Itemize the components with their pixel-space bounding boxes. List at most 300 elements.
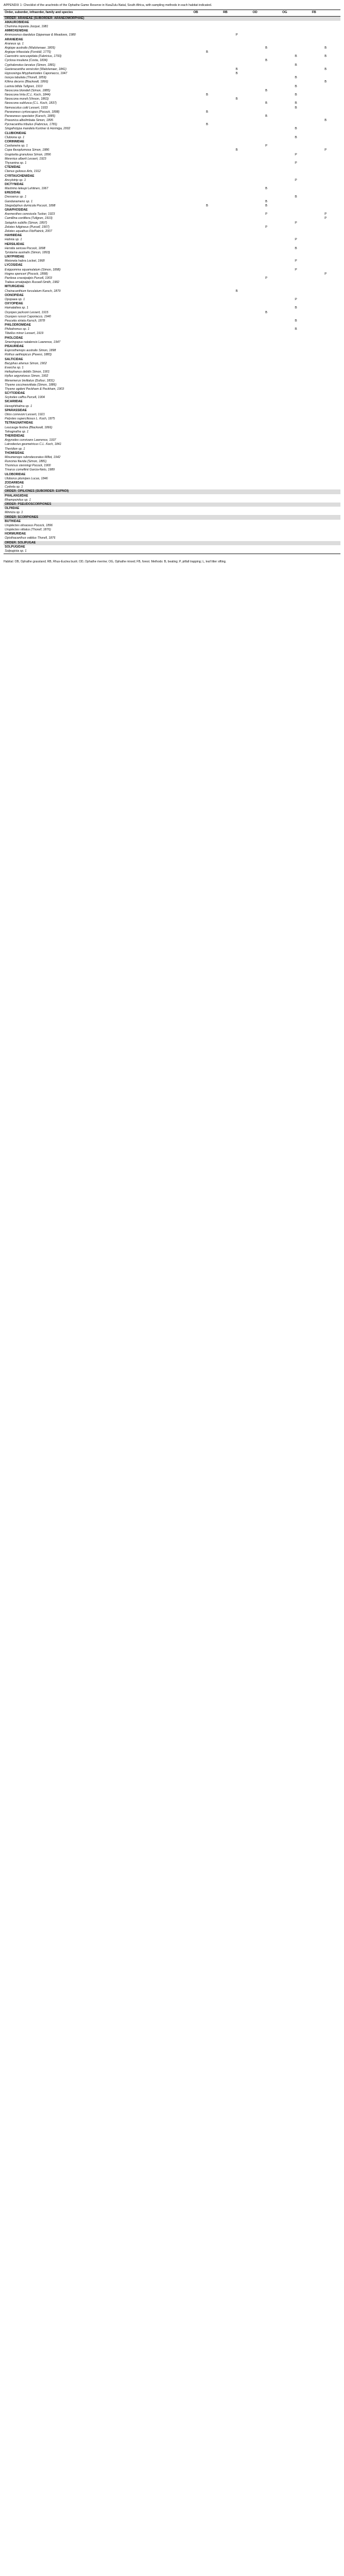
species-name: Isoxya tabulata (Thorell, 1859) <box>5 76 47 80</box>
family-name: LYCOSIDAE <box>5 263 23 268</box>
method-cell <box>311 59 340 63</box>
table-rule <box>4 554 340 559</box>
method-cell <box>251 426 281 430</box>
family-name: THERIDIIDAE <box>5 434 25 438</box>
species-name: Zelotes fuligineus (Purcell, 1907) <box>5 225 50 229</box>
method-cell: B <box>265 203 267 208</box>
method-cell <box>251 238 281 242</box>
species-name: Palystes superciliosus L. Koch, 1875 <box>5 417 55 421</box>
species-row <box>4 362 340 366</box>
method-cell <box>311 123 340 127</box>
method-cell <box>251 379 281 383</box>
method-cell <box>251 417 281 421</box>
family-row <box>4 345 340 349</box>
method-cell <box>192 85 222 89</box>
method-cell <box>311 157 340 161</box>
species-name: Gasteracantha versicolor (Walckenaer, 1841) <box>5 67 66 71</box>
method-cell <box>251 438 281 443</box>
family-row <box>4 473 340 477</box>
method-cell <box>281 362 311 366</box>
document-page <box>0 0 344 564</box>
species-name: Minniza sp. 1 <box>5 511 23 515</box>
header-ob: OB <box>192 9 222 16</box>
species-row <box>4 72 340 76</box>
method-cell <box>192 212 222 217</box>
method-cell <box>251 370 281 374</box>
method-cell <box>222 212 251 217</box>
method-cell <box>311 247 340 251</box>
method-cell <box>192 72 222 76</box>
species-name: Opisthacanthus validus Thorell, 1876 <box>5 536 56 540</box>
method-cell <box>251 383 281 387</box>
method-cell <box>281 447 311 451</box>
method-cell: B <box>265 46 267 50</box>
method-cell <box>222 396 251 400</box>
method-cell: P <box>265 276 267 281</box>
method-cell <box>222 123 251 127</box>
species-name: Argyrodes convivans Lawrence, 1937 <box>5 438 56 443</box>
method-cell <box>192 119 222 123</box>
family-name: AMAUROBIIDAE <box>5 20 29 24</box>
family-row <box>4 242 340 246</box>
method-cell <box>311 85 340 89</box>
method-cell <box>192 148 222 152</box>
method-cell <box>222 341 251 345</box>
species-name: Meioneta habra Locket, 1968 <box>5 259 45 263</box>
family-name: LINYPHIIDAE <box>5 255 24 259</box>
species-name: Opopaea sp. 1 <box>5 297 26 301</box>
method-cell <box>192 468 222 472</box>
family-name: HAHNIIDAE <box>5 234 22 238</box>
method-cell <box>311 33 340 37</box>
method-cell <box>251 259 281 263</box>
method-cell <box>311 362 340 366</box>
species-row <box>4 396 340 400</box>
method-cell: B <box>265 101 267 106</box>
method-cell <box>251 281 281 285</box>
method-cell <box>192 217 222 221</box>
family-row <box>4 358 340 362</box>
method-cell <box>311 460 340 464</box>
method-cell <box>251 468 281 472</box>
family-name: SICARIIDAE <box>5 400 23 404</box>
method-cell <box>192 379 222 383</box>
family-name: BUTHIDAE <box>5 519 21 523</box>
species-name: Pardosa crassipalpis Purcell, 1903 <box>5 276 52 281</box>
method-cell: B <box>295 246 297 250</box>
species-row <box>4 187 340 191</box>
method-cell <box>192 370 222 374</box>
method-cell <box>222 119 251 123</box>
method-cell <box>192 290 222 294</box>
method-cell: P <box>324 212 327 217</box>
species-row <box>4 106 340 110</box>
method-cell <box>281 438 311 443</box>
method-cell <box>311 306 340 310</box>
family-name: HORMURIDAE <box>5 532 26 536</box>
method-cell <box>251 349 281 353</box>
species-name: Leucauge festiva (Blackwall, 1866) <box>5 425 53 430</box>
method-cell <box>311 153 340 157</box>
method-cell <box>311 144 340 148</box>
method-cell <box>311 238 340 242</box>
method-cell <box>251 230 281 234</box>
method-cell <box>311 276 340 281</box>
species-name: Mashimo leleupi Lehtinen, 1967 <box>5 187 49 191</box>
family-row <box>4 481 340 485</box>
species-row <box>4 426 340 430</box>
species-name: Trabea ornatipalpis Russell-Smith, 1982 <box>5 281 59 285</box>
species-name: Neoscona moreli (Vinson, 1863) <box>5 97 49 101</box>
method-cell <box>251 42 281 46</box>
method-cell: B <box>295 195 297 199</box>
method-cell: B <box>235 148 238 152</box>
family-row <box>4 132 340 136</box>
method-cell <box>281 230 311 234</box>
species-row <box>4 247 340 251</box>
method-cell <box>192 528 222 532</box>
method-cell <box>222 327 251 332</box>
method-cell <box>222 430 251 434</box>
method-cell <box>192 106 222 110</box>
species-name: Menemerus bivittatus (Dufour, 1831) <box>5 379 55 383</box>
family-row <box>4 323 340 327</box>
family-name: MITURGIDAE <box>5 285 24 289</box>
method-cell <box>281 370 311 374</box>
method-cell <box>251 549 281 554</box>
method-cell <box>222 298 251 302</box>
method-cell <box>192 315 222 319</box>
species-name: Hexophthalma sp. 1 <box>5 404 33 408</box>
method-cell <box>222 443 251 447</box>
method-cell <box>222 306 251 310</box>
method-cell: B <box>206 93 208 97</box>
method-cell <box>192 498 222 503</box>
family-row <box>4 494 340 498</box>
method-cell <box>192 405 222 409</box>
method-cell <box>222 63 251 68</box>
method-cell: P <box>295 238 297 242</box>
species-name: Smeringopus natalensis Lawrence, 1947 <box>5 340 60 344</box>
method-cell <box>192 127 222 131</box>
species-name: Rothus aethiopicus (Pavesi, 1883) <box>5 353 52 357</box>
method-cell <box>281 374 311 379</box>
method-cell <box>281 33 311 37</box>
species-row <box>4 383 340 387</box>
species-name: Cydrela sp. 1 <box>5 485 23 489</box>
method-cell <box>192 238 222 242</box>
method-cell <box>222 374 251 379</box>
method-cell: B <box>295 63 297 67</box>
method-cell <box>222 362 251 366</box>
family-row <box>4 392 340 396</box>
species-row <box>4 200 340 204</box>
method-cell <box>281 50 311 55</box>
species-row <box>4 221 340 225</box>
species-row <box>4 179 340 183</box>
species-row <box>4 68 340 72</box>
method-cell <box>222 349 251 353</box>
method-cell <box>251 85 281 89</box>
species-row <box>4 123 340 127</box>
species-name: Ammoxenus daedalus Dippenaar & Meadows, 1980 <box>5 33 76 37</box>
species-name: Larinia bifida Tullgren, 1910 <box>5 84 43 88</box>
family-name: PHALANGIIDAE <box>5 494 28 498</box>
species-row <box>4 298 340 302</box>
method-cell: B <box>265 59 267 63</box>
method-cell <box>192 477 222 481</box>
species-row <box>4 110 340 115</box>
method-cell <box>192 298 222 302</box>
method-cell <box>222 413 251 417</box>
method-cell <box>251 179 281 183</box>
family-name: PHOLCIDAE <box>5 336 23 340</box>
method-cell <box>311 315 340 319</box>
method-cell <box>281 148 311 152</box>
method-cell <box>192 417 222 421</box>
method-cell <box>281 498 311 503</box>
method-cell <box>222 498 251 503</box>
method-cell <box>251 332 281 336</box>
species-name: Neoscona subfusca (C.L. Koch, 1837) <box>5 101 57 106</box>
family-name: OLPIIDAE <box>5 507 20 511</box>
family-row <box>4 174 340 178</box>
method-cell <box>251 110 281 115</box>
species-name: Misumenops rubrodecoratus Millot, 1942 <box>5 455 60 459</box>
method-cell <box>311 405 340 409</box>
method-cell <box>281 464 311 468</box>
species-name: Gandanameno sp. 1 <box>5 199 33 203</box>
species-name: Neoscona blondeli (Simon, 1885) <box>5 88 50 93</box>
species-name: Cyphalonotus larvatus (Simon, 1881) <box>5 63 56 67</box>
method-cell <box>281 59 311 63</box>
method-cell <box>311 438 340 443</box>
method-cell: B <box>235 72 238 76</box>
method-cell <box>222 195 251 199</box>
method-cell <box>281 119 311 123</box>
method-cell <box>311 161 340 166</box>
family-name: OONOPIDAE <box>5 293 24 297</box>
method-cell <box>251 268 281 272</box>
method-cell <box>222 417 251 421</box>
method-cell <box>311 76 340 80</box>
species-name: Olios correvoni Lessert, 1921 <box>5 413 45 417</box>
species-row <box>4 438 340 443</box>
species-row <box>4 430 340 434</box>
species-row <box>4 549 340 554</box>
method-cell <box>311 413 340 417</box>
method-cell <box>281 511 311 515</box>
species-row <box>4 460 340 464</box>
method-cell <box>281 170 311 174</box>
order-name: ORDER: ARANEAE (SUBORDER: ARANEOMORPHAE) <box>4 16 340 21</box>
species-name: Camillina cordifera (Tullgren, 1910) <box>5 217 53 221</box>
method-cell <box>192 485 222 489</box>
method-cell: P <box>265 144 267 148</box>
species-row <box>4 153 340 157</box>
species-row <box>4 353 340 357</box>
method-cell <box>222 46 251 50</box>
method-cell <box>222 127 251 131</box>
species-row <box>4 387 340 392</box>
method-cell <box>311 195 340 199</box>
method-cell <box>192 426 222 430</box>
method-cell <box>281 89 311 93</box>
method-cell <box>222 387 251 392</box>
method-cell <box>311 528 340 532</box>
method-cell <box>192 42 222 46</box>
species-row <box>4 136 340 140</box>
family-name: TETRAGNATHIDAE <box>5 421 33 425</box>
method-cell <box>281 25 311 29</box>
method-cell <box>281 217 311 221</box>
species-row <box>4 332 340 336</box>
species-name: Copa flavoplumosa Simon, 1886 <box>5 148 49 152</box>
species-row <box>4 259 340 263</box>
method-cell <box>222 93 251 97</box>
species-name: Uloborus plumipes Lucas, 1846 <box>5 476 48 481</box>
method-cell <box>251 148 281 152</box>
method-cell <box>251 217 281 221</box>
method-cell <box>281 187 311 191</box>
family-row <box>4 434 340 438</box>
method-cell <box>251 136 281 140</box>
method-cell <box>192 97 222 101</box>
method-cell <box>311 179 340 183</box>
method-cell: B <box>324 55 327 59</box>
method-cell <box>311 456 340 460</box>
method-cell <box>192 276 222 281</box>
species-row <box>4 468 340 472</box>
family-name: ULOBORIDAE <box>5 472 26 476</box>
species-row <box>4 536 340 540</box>
method-cell: B <box>206 123 208 127</box>
table-caption: APPENDIX 1: Checklist of the arachnids of the Ophathe Game Reserve in KwaZulu-Natal, South Africa, with sampling methods in each habitat indicated. <box>4 4 212 7</box>
method-cell <box>222 511 251 515</box>
method-cell <box>222 187 251 191</box>
species-name: Peucetia striata Karsch, 1878 <box>5 319 45 323</box>
method-cell <box>281 315 311 319</box>
species-row <box>4 374 340 379</box>
method-cell <box>281 225 311 230</box>
family-row <box>4 255 340 259</box>
method-cell <box>192 443 222 447</box>
species-name: Prasonica albolimbata Simon, 1895 <box>5 119 53 123</box>
method-cell <box>281 383 311 387</box>
species-name: Oxyopes jacksoni Lessert, 1915 <box>5 310 49 314</box>
species-row <box>4 498 340 503</box>
method-cell <box>281 115 311 119</box>
species-row <box>4 50 340 55</box>
method-cell <box>222 366 251 370</box>
family-row <box>4 520 340 524</box>
method-cell <box>311 97 340 101</box>
species-row <box>4 97 340 101</box>
method-cell <box>251 464 281 468</box>
species-row <box>4 80 340 84</box>
species-row <box>4 115 340 119</box>
method-cell <box>251 298 281 302</box>
method-cell <box>192 374 222 379</box>
method-cell <box>192 25 222 29</box>
method-cell <box>311 379 340 383</box>
species-row <box>4 310 340 314</box>
method-cell: B <box>295 127 297 131</box>
method-cell <box>192 161 222 166</box>
method-cell <box>222 485 251 489</box>
method-cell <box>222 161 251 166</box>
method-cell: B <box>265 88 267 93</box>
method-cell <box>251 76 281 80</box>
method-cell <box>311 443 340 447</box>
method-cell <box>311 42 340 46</box>
method-cell <box>311 72 340 76</box>
method-cell <box>251 153 281 157</box>
method-cell <box>251 55 281 59</box>
family-row <box>4 208 340 212</box>
method-cell <box>192 153 222 157</box>
method-cell <box>281 349 311 353</box>
species-name: Chumma inquieta Jocqué, 1981 <box>5 24 49 28</box>
method-cell <box>222 247 251 251</box>
species-row <box>4 238 340 242</box>
method-cell <box>281 200 311 204</box>
method-cell <box>311 477 340 481</box>
method-cell <box>281 468 311 472</box>
method-cell: B <box>235 289 238 293</box>
method-cell: B <box>324 46 327 50</box>
header-og: OG <box>281 9 311 16</box>
method-cell <box>222 42 251 46</box>
method-cell <box>192 63 222 68</box>
species-name: Hersilia sericea Pocock, 1898 <box>5 246 46 250</box>
species-name: Tibellus minor Lessert, 1919 <box>5 332 44 336</box>
order-name: ORDER: SOLIFUGAE <box>4 541 340 545</box>
method-cell <box>222 144 251 148</box>
method-cell: P <box>295 268 297 272</box>
method-cell: B <box>206 203 208 208</box>
species-row <box>4 349 340 353</box>
method-cell <box>222 536 251 540</box>
method-cell <box>251 247 281 251</box>
method-cell <box>311 221 340 225</box>
method-cell <box>222 456 251 460</box>
method-cell <box>251 97 281 101</box>
species-row <box>4 148 340 152</box>
family-name: CLUBIONIDAE <box>5 131 27 135</box>
method-cell <box>311 524 340 528</box>
species-row <box>4 511 340 515</box>
family-row <box>4 183 340 187</box>
species-row <box>4 315 340 319</box>
species-row <box>4 413 340 417</box>
method-cell <box>251 170 281 174</box>
method-cell <box>222 426 251 430</box>
method-cell <box>192 281 222 285</box>
checklist-table <box>4 9 340 559</box>
method-cell <box>311 225 340 230</box>
method-cell <box>192 68 222 72</box>
method-cell <box>192 362 222 366</box>
method-cell <box>251 396 281 400</box>
order-row <box>4 515 340 519</box>
method-cell <box>281 123 311 127</box>
species-row <box>4 443 340 447</box>
family-name: CYRTAUCHENIIDAE <box>5 174 34 178</box>
method-cell <box>192 353 222 357</box>
method-cell <box>311 200 340 204</box>
order-row <box>4 16 340 21</box>
